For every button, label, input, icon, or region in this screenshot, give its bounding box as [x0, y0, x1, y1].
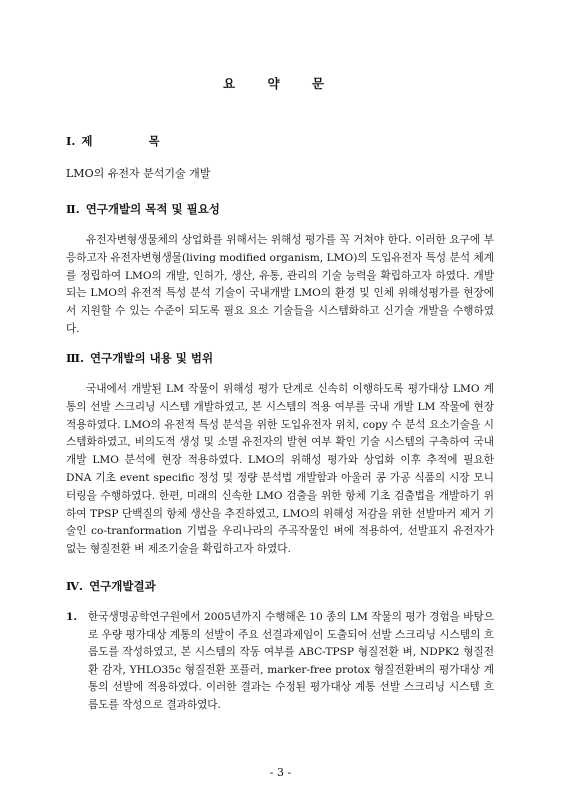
section-3-heading [66, 350, 213, 366]
document-title: 요 약 문 [223, 76, 338, 91]
section-2-title: 연구개발의 목적 및 필요성 [85, 202, 220, 216]
result-item-text: 한국생명공학연구원에서 2005년까지 수행해온 10 종의 LM 작물의 평가 경험을 바탕으로 우량 평가대상 계통의 선발이 주요 선결과제임이 도출되어 선발 스크리닝 시스템의 흐름도를 작성하였고, 본 시스템의 작동 여부를 ABC-TPSP 형질전환 벼, NDPK2 형질전환 감자, YHLO35c 형질전환 포플러, marker-free protox 형질전환벼의 평가대상 계통의 선발에 적용하였다. 이러한 결과는 수정된 평가대상 계통 선발 스크리닝 시스템 흐름도를 작성으로 결과하였다. [88, 611, 494, 711]
result-item-marker: 1. [66, 611, 78, 623]
section-4-number: Ⅳ. [66, 579, 84, 593]
section-1-content: LMO의 유전자 분석기술 개발 [66, 167, 211, 180]
page-number: - 3 - [269, 766, 292, 779]
section-1-heading [66, 133, 186, 149]
result-item-1 [66, 609, 494, 715]
section-3-number: Ⅲ. [66, 351, 85, 365]
section-1-title: 제 목 [81, 134, 186, 148]
section-4-heading [66, 578, 156, 594]
section-2-number: Ⅱ. [66, 202, 80, 216]
section-4-title: 연구개발결과 [89, 579, 156, 593]
section-2-paragraph: 유전자변형생물체의 상업화를 위해서는 위해성 평가를 꼭 거쳐야 한다. 이러한 요구에 부응하고자 유전자변형생물(living modified organism, LMO)의 도입유전자 특성 분석 체계를 정립하여 LMO의 개발, 인허가, 생산, 유통, 관리의 기술 능력을 확립하고자 하였다. 개발되는 LMO의 유전적 특성 분석 기술이 국내개발 LMO의 환경 및 인체 위해성평가를 현장에서 지원할 수 있는 수준이 되도록 필요 요소 기술들을 시스템화하고 신기술 개발을 수행하였다. [66, 234, 494, 335]
section-2-heading [66, 201, 220, 217]
section-3-title: 연구개발의 내용 및 범위 [90, 351, 214, 365]
section-3-paragraph: 국내에서 개발된 LM 작물이 위해성 평가 단계로 신속히 이행하도록 평가대상 LMO 계통의 선발 스크리닝 시스템 개발하였고, 본 시스템의 적용 여부를 국내 개발 LM 작물에 현장 적용하였다. LMO의 유전적 특성 분석을 위한 도입유전자 위치, copy 수 분석 요소기술을 시스템화하였고, 비의도적 생성 및 소멸 유전자의 발현 여부 확인 기술 시스템의 구축하여 국내 개발 LMO 분석에 현장 적용하였다. LMO의 위해성 평가와 상업화 이후 추적에 필요한 DNA 기초 event specific 정성 및 정량 분석법 개발함과 아울러 콩 가공 식품의 시장 모니터링을 수행하였다. 한편, 미래의 신속한 LMO 검출을 위한 항체 기초 검출법을 개발하기 위하여 TPSP 단백질의 항체 생산을 추진하였고, LMO의 위해성 저감을 위한 선발마커 제거 기술인 co-tranformation 기법을 우리나라의 주곡작물인 벼에 적용하여, 선발표지 유전자가 없는 형질전환 벼 제조기술을 확립하고자 하였다. [66, 383, 494, 556]
section-1-number: Ⅰ. [66, 134, 76, 148]
